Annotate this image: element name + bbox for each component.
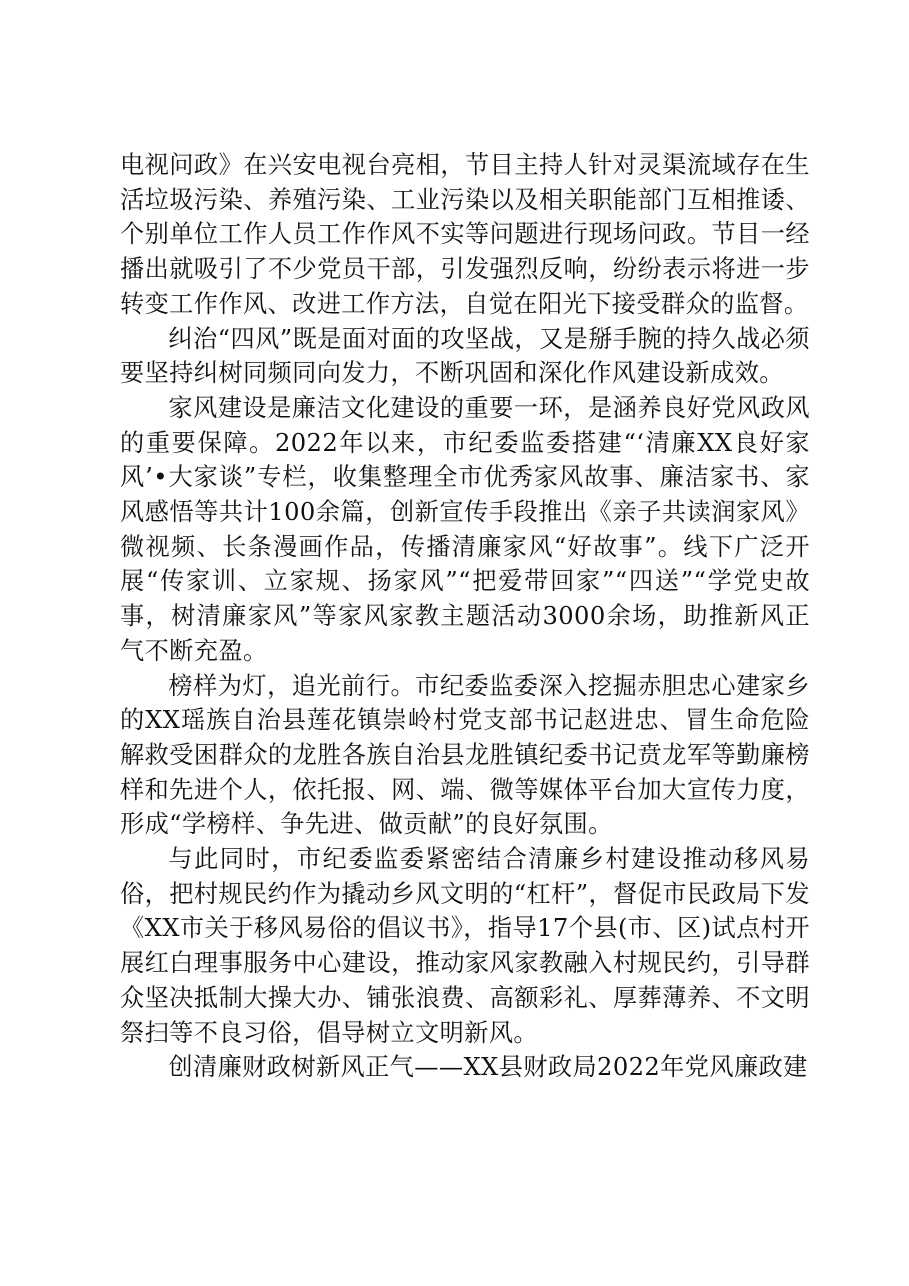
paragraph-four-winds: 纠治“四风”既是面对面的攻坚战，又是掰手腕的持久战必须要坚持纠树同频同向发力，不断巩固和深化作风建设新成效。 [120,324,810,388]
paragraph-tv-inquiry-continued: 电视问政》在兴安电视台亮相，节目主持人针对灵渠流域存在生活垃圾污染、养殖污染、工业污染以及相关职能部门互相推诿、个别单位工作人员工作作风不实等问题进行现场问政。节目一经播出就吸引了不少党员干部，引发强烈反响，纷纷表示将进一步转变工作作风、改进工作方法，自觉在阳光下接受群众的监督。 [120,151,810,318]
paragraph-customs-reform: 与此同时，市纪委监委紧密结合清廉乡村建设推动移风易俗，把村规民约作为撬动乡风文明的“杠杆”，督促市民政局下发《XX市关于移风易俗的倡议书》，指导17个县(市、区)试点村开展红白理事服务中心建设，推动家风家教融入村规民约，引导群众坚决抵制大操大办、铺张浪费、高额彩礼、厚葬薄养、不文明祭扫等不良习俗，倡导树立文明新风。 [120,845,810,1047]
paragraph-finance-bureau-heading: 创清廉财政树新风正气——XX县财政局2022年党风廉政建 [168,1053,808,1082]
paragraph-family-style: 家风建设是廉洁文化建设的重要一环，是涵养良好党风政风的重要保障。2022年以来，市纪委监委搭建“‘清廉XX良好家风’•大家谈”专栏，收集整理全市优秀家风故事、廉洁家书、家风感悟等共计100余篇，创新宣传手段推出《亲子共读润家风》微视频、长条漫画作品，传播清廉家风“好故事”。线下广泛开展“传家训、立家规、扬家风”“把爱带回家”“四送”“学党史故事，树清廉家风”等家风家教主题活动3000余场，助推新风正气不断充盈。 [120,393,810,665]
document-body [120,148,810,1085]
paragraph-role-models: 榜样为灯，追光前行。市纪委监委深入挖掘赤胆忠心建家乡的XX瑶族自治县莲花镇崇岭村党支部书记赵进忠、冒生命危险解救受困群众的龙胜各族自治县龙胜镇纪委书记贲龙军等勤廉榜样和先进个人，依托报、网、端、微等媒体平台加大宣传力度，形成“学榜样、争先进、做贡献”的良好氛围。 [120,671,810,839]
